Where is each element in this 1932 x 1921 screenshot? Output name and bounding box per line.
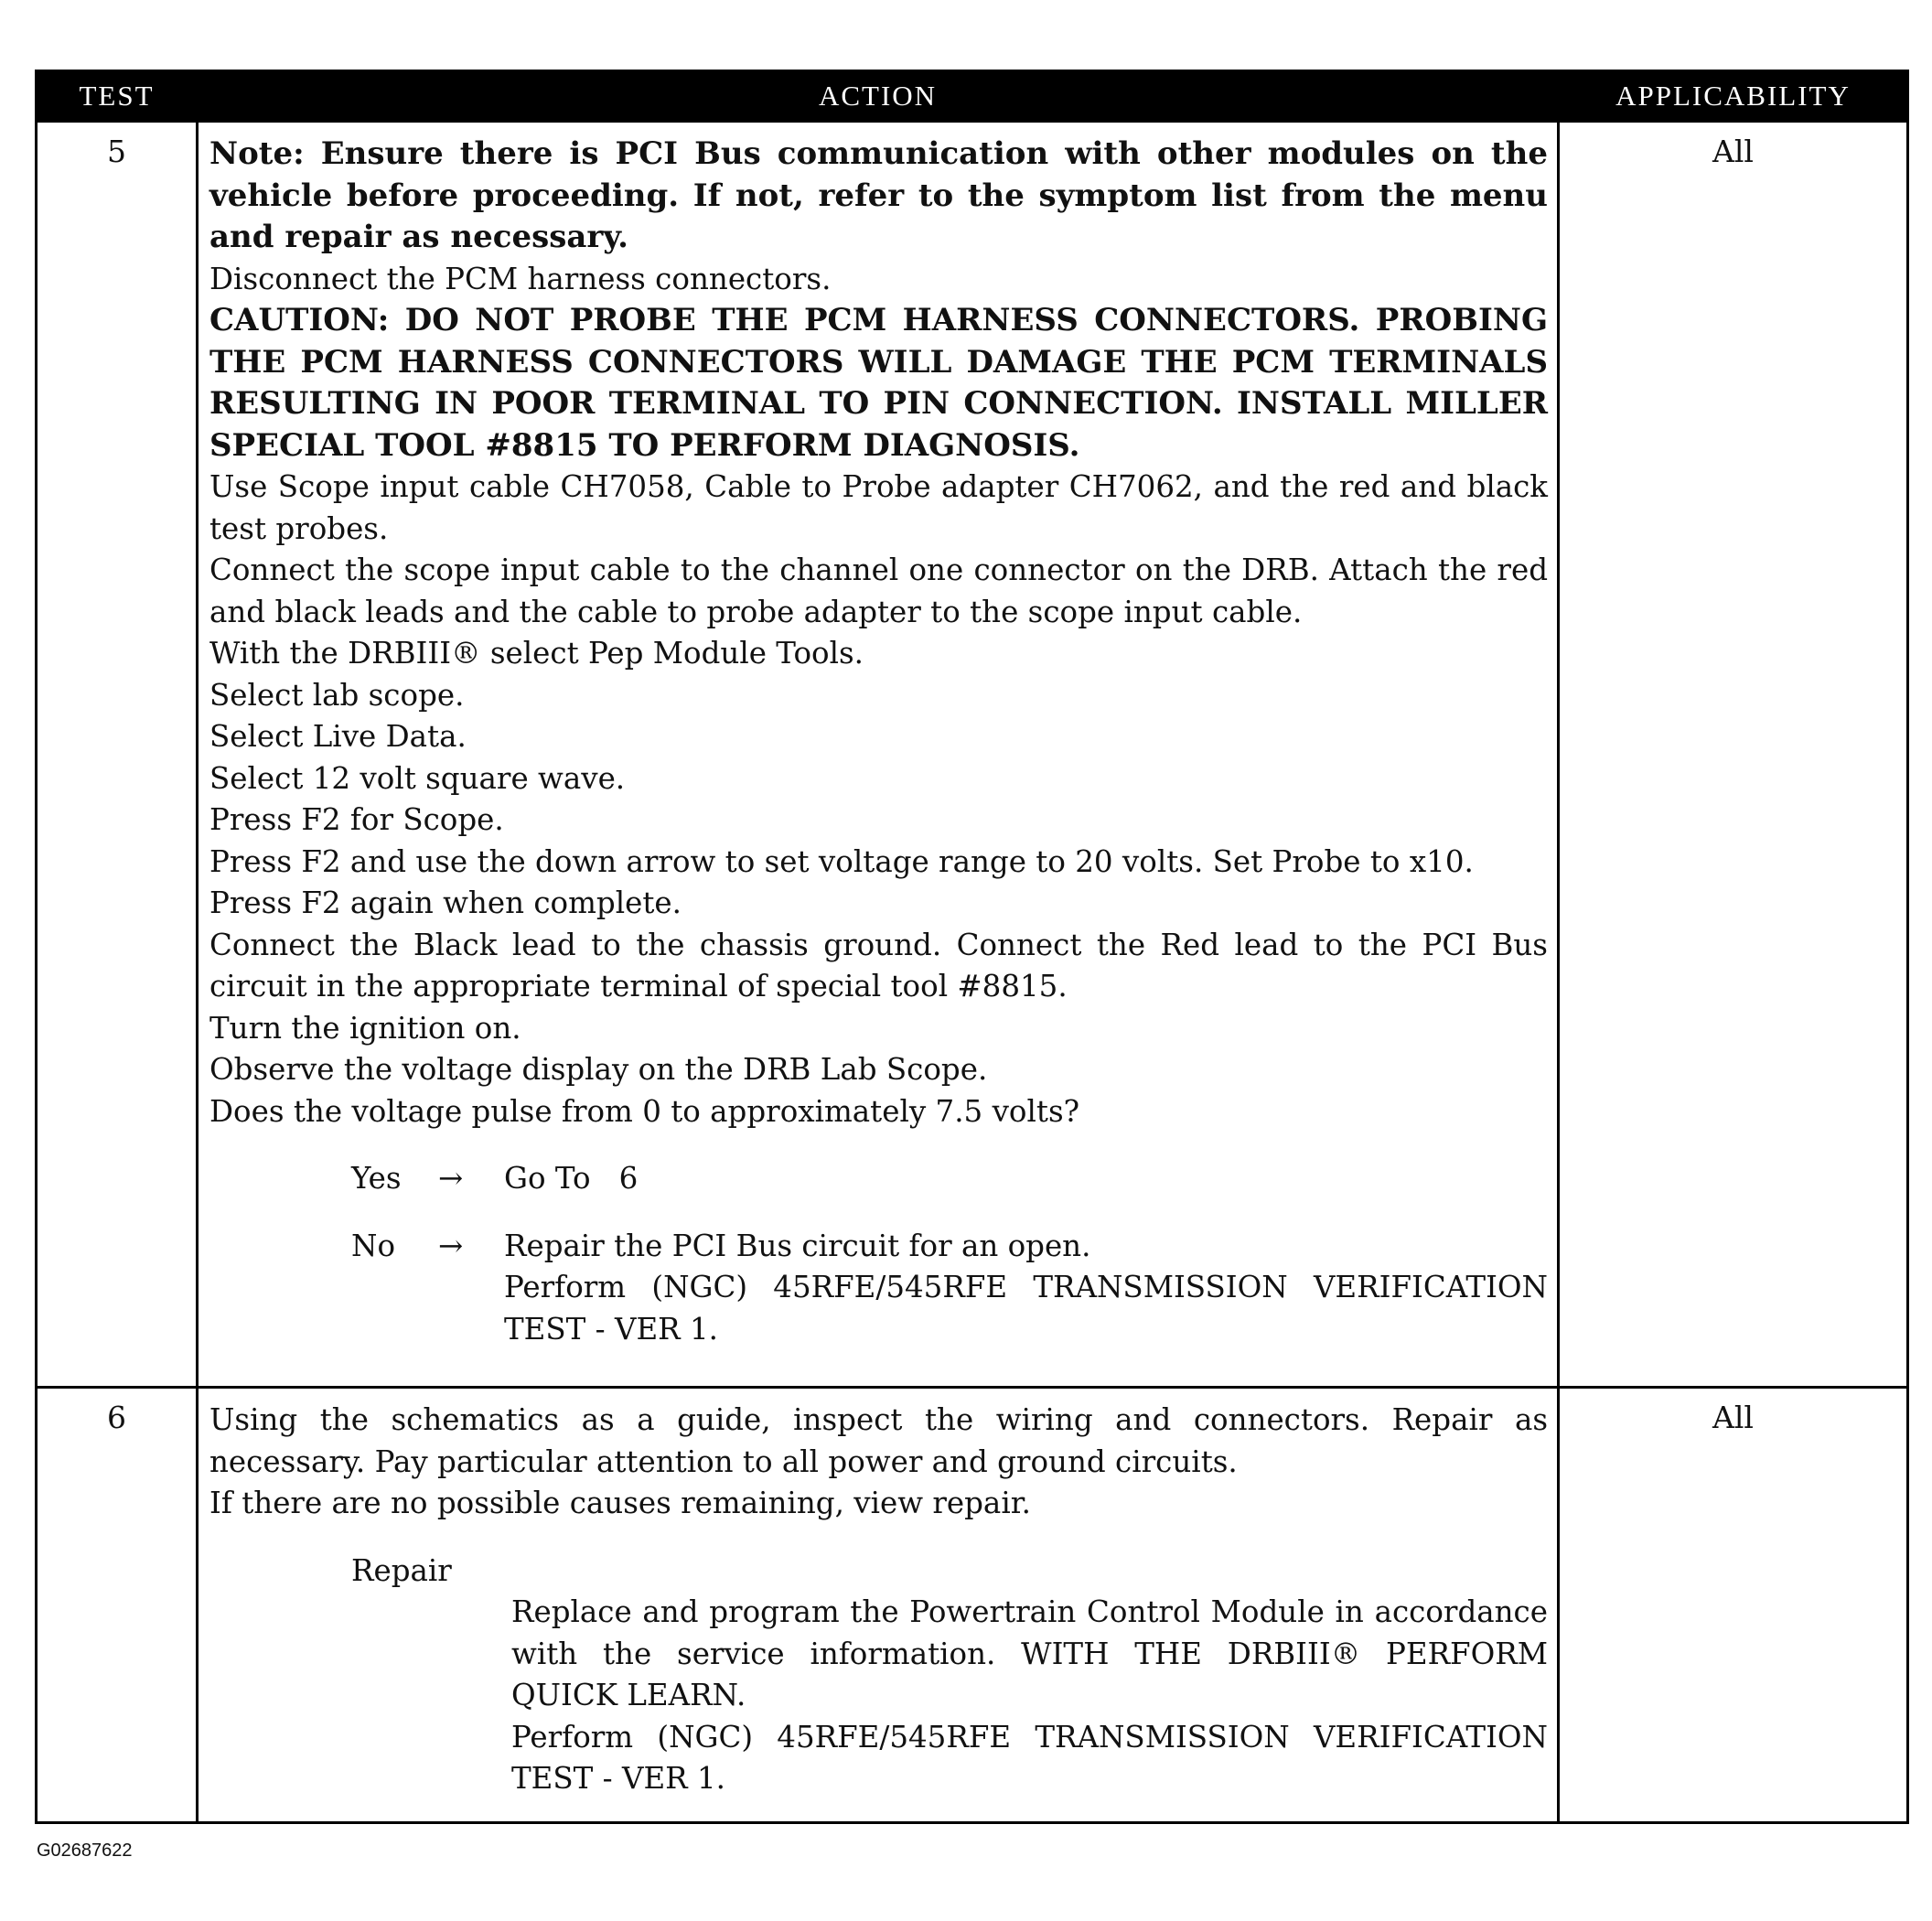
yes-label: Yes <box>351 1161 402 1196</box>
right-arrow-icon: → <box>438 1228 464 1263</box>
action-step: With the DRBIII® select Pep Module Tools. <box>209 636 864 671</box>
action-step: Select Live Data. <box>209 719 467 754</box>
action-step: Select lab scope. <box>209 677 465 713</box>
action-step: Press F2 and use the down arrow to set voltage range to 20 volts. Set Probe to x10. <box>209 843 1474 879</box>
action-cell <box>198 1388 1559 1823</box>
yes-branch <box>209 1158 1548 1200</box>
no-label: No <box>351 1228 396 1263</box>
no-result <box>504 1226 1548 1351</box>
table-header-row <box>37 71 1908 122</box>
caution-text: CAUTION: DO NOT PROBE THE PCM HARNESS CONNECTORS. PROBING THE PCM HARNESS CONNECTORS WILL DAMAGE THE PCM TERMINALS RESULTING IN POOR TERMINAL TO PIN CONNECTION. INSTALL MILLER SPECIAL TOOL #8815 TO PERFORM DIAGNOSIS. <box>209 302 1548 464</box>
action-step: Press F2 for Scope. <box>209 802 504 837</box>
diagnostic-test-table <box>35 70 1909 1824</box>
note-text: Note: Ensure there is PCI Bus communication with other modules on the vehicle before proceeding. If not, refer to the symptom list from the menu and repair as necessary. <box>209 135 1548 255</box>
applicability-value: All <box>1559 1388 1908 1823</box>
repair-text: Replace and program the Powertrain Control Module in accordance with the service information. WITH THE DRBIII® PERFORM QUICK LEARN. <box>511 1594 1548 1712</box>
image-id-label: G02687622 <box>37 1841 133 1861</box>
header-action: ACTION <box>198 71 1559 122</box>
action-question: Does the voltage pulse from 0 to approximately 7.5 volts? <box>209 1093 1080 1129</box>
action-cell <box>198 122 1559 1388</box>
action-step: Select 12 volt square wave. <box>209 760 626 796</box>
action-step: Press F2 again when complete. <box>209 885 682 920</box>
goto-text: Go To 6 <box>504 1161 639 1196</box>
table-row <box>37 1388 1908 1823</box>
action-step: Use Scope input cable CH7058, Cable to Probe adapter CH7062, and the red and black test probes. <box>209 469 1548 546</box>
action-step: Using the schematics as a guide, inspect the wiring and connectors. Repair as necessary. Pay particular attention to all power and ground circuits. <box>209 1402 1548 1479</box>
action-step: Turn the ignition on. <box>209 1010 521 1046</box>
no-verification-text: Perform (NGC) 45RFE/545RFE TRANSMISSION VERIFICATION TEST - VER 1. <box>504 1270 1548 1347</box>
action-step: Observe the voltage display on the DRB Lab Scope. <box>209 1052 988 1087</box>
repair-instructions <box>511 1592 1548 1800</box>
action-step: Disconnect the PCM harness connectors. <box>209 261 832 296</box>
no-branch <box>209 1226 1548 1351</box>
repair-label: Repair <box>351 1552 452 1588</box>
action-step: Connect the Black lead to the chassis ground. Connect the Red lead to the PCI Bus circuit in the appropriate terminal of special tool #8815. <box>209 927 1548 1003</box>
test-number: 5 <box>37 122 198 1388</box>
table-row <box>37 122 1908 1388</box>
action-step: If there are no possible causes remaining, view repair. <box>209 1486 1032 1520</box>
right-arrow-icon: → <box>438 1161 464 1196</box>
action-step: Connect the scope input cable to the channel one connector on the DRB. Attach the red and black leads and the cable to probe adapter to the scope input cable. <box>209 553 1548 629</box>
no-repair-text: Repair the PCI Bus circuit for an open. <box>504 1228 1091 1263</box>
header-applicability: APPLICABILITY <box>1559 71 1908 122</box>
applicability-value: All <box>1559 122 1908 1388</box>
repair-verification-text: Perform (NGC) 45RFE/545RFE TRANSMISSION VERIFICATION TEST - VER 1. <box>511 1719 1548 1796</box>
repair-block <box>209 1551 1548 1800</box>
yes-result <box>504 1158 1548 1200</box>
test-number: 6 <box>37 1388 198 1823</box>
header-test: TEST <box>37 71 198 122</box>
